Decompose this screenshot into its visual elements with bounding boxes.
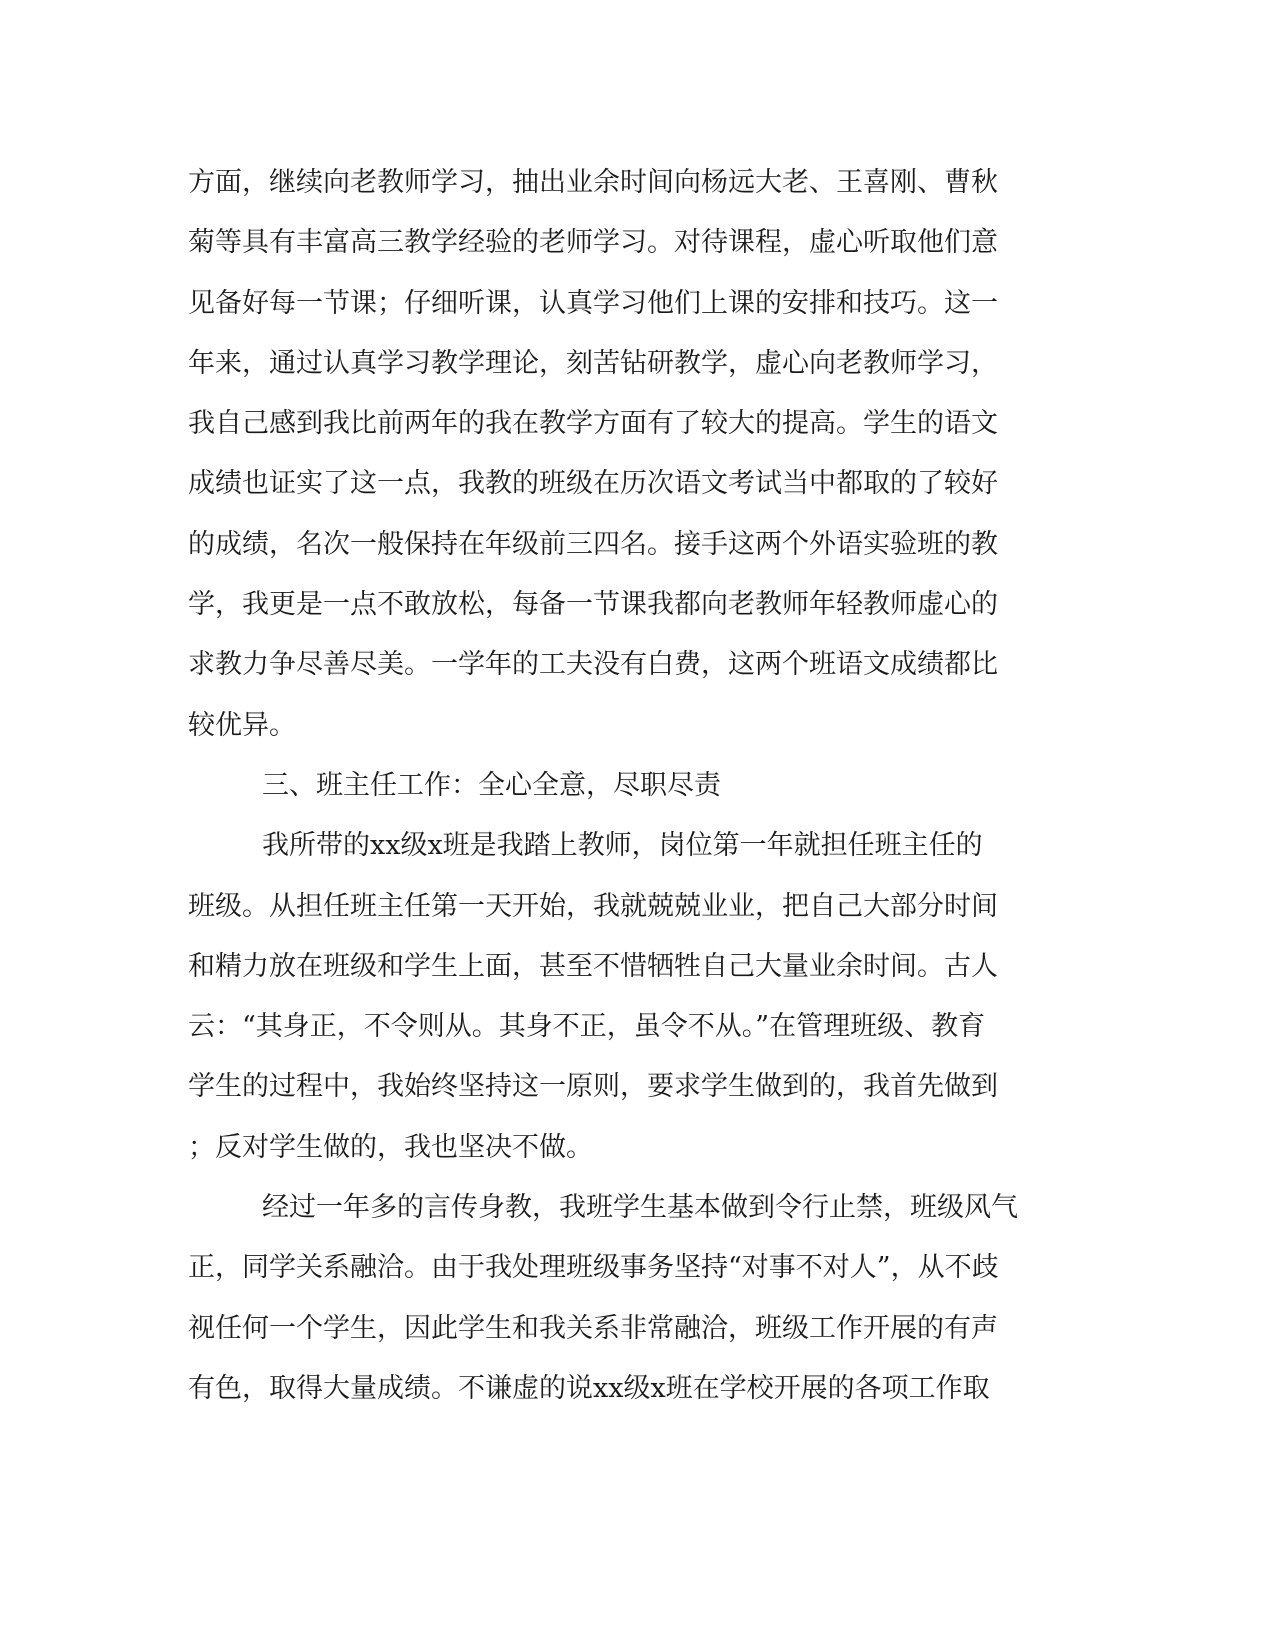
text-line: 求教力争尽善尽美。一学年的工夫没有白费，这两个班语文成绩都比 bbox=[188, 649, 998, 681]
text-line: 正，同学关系融洽。由于我处理班级事务坚持“对事不对人”，从不歧 bbox=[188, 1252, 999, 1284]
text-line: 和精力放在班级和学生上面，甚至不惜牺牲自己大量业余时间。古人 bbox=[188, 950, 998, 982]
text-line: 班级。从担任班主任第一天开始，我就兢兢业业，把自己大部分时间 bbox=[188, 890, 998, 922]
text-line: 学，我更是一点不敢放松，每备一节课我都向老教师年轻教师虚心的 bbox=[188, 589, 998, 621]
text-line: 我自己感到我比前两年的我在教学方面有了较大的提高。学生的语文 bbox=[188, 408, 998, 440]
text-line: 视任何一个学生，因此学生和我关系非常融洽，班级工作开展的有声 bbox=[188, 1312, 998, 1344]
text-line: 年来，通过认真学习教学理论，刻苦钻研教学，虚心向老教师学习， bbox=[188, 347, 998, 379]
text-line: ；反对学生做的，我也坚决不做。 bbox=[188, 1131, 593, 1163]
text-line: 菊等具有丰富高三教学经验的老师学习。对待课程，虚心听取他们意 bbox=[188, 227, 998, 259]
text-line: 成绩也证实了这一点，我教的班级在历次语文考试当中都取的了较好 bbox=[188, 468, 998, 500]
text-line: 见备好每一节课；仔细听课，认真学习他们上课的安排和技巧。这一 bbox=[188, 287, 998, 319]
text-line: 学生的过程中，我始终坚持这一原则，要求学生做到的，我首先做到 bbox=[188, 1071, 998, 1103]
text-line: 较优异。 bbox=[188, 709, 296, 741]
text-line: 有色，取得大量成绩。不谦虚的说xx级x班在学校开展的各项工作取 bbox=[188, 1372, 990, 1404]
document-body bbox=[188, 163, 1088, 1429]
text-line: 方面，继续向老教师学习，抽出业余时间向杨远大老、王喜刚、曹秋 bbox=[188, 167, 998, 198]
text-line: 的成绩，名次一般保持在年级前三四名。接手这两个外语实验班的教 bbox=[188, 528, 998, 560]
text-line: 我所带的xx级x班是我踏上教师，岗位第一年就担任班主任的 bbox=[262, 830, 983, 862]
section-heading: 三、班主任工作：全心全意，尽职尽责 bbox=[262, 769, 721, 801]
text-line: 经过一年多的言传身教，我班学生基本做到令行止禁，班级风气 bbox=[262, 1192, 1018, 1224]
text-line: 云：“其身正，不令则从。其身不正，虽令不从。”在管理班级、教育 bbox=[188, 1011, 986, 1043]
